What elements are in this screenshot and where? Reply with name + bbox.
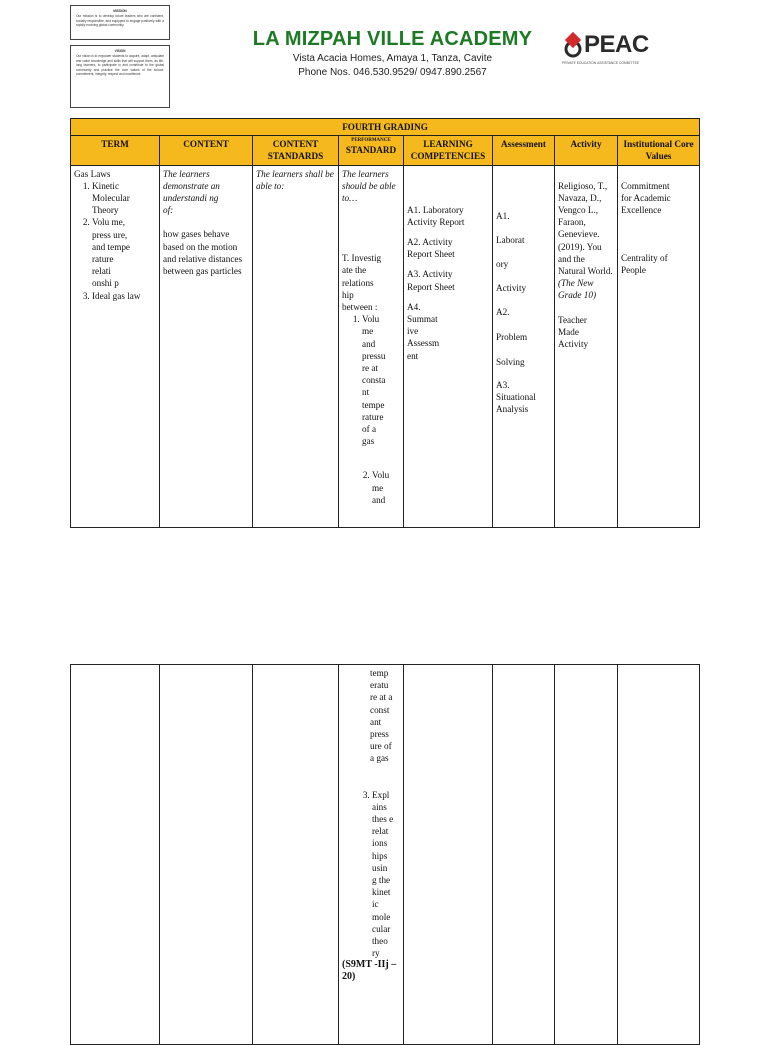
competencies-cell xyxy=(404,165,493,527)
competency-item: A2. Activity Report Sheet xyxy=(407,237,455,260)
competency-item: A3. Activity Report Sheet xyxy=(407,269,455,292)
term-item: 2. Volu me, press ure, and tempe rature relati onshi p xyxy=(92,216,130,289)
term-title: Gas Laws xyxy=(74,168,111,179)
content-standards-cell xyxy=(253,665,339,1045)
content-body: how gases behave based on the motion and relative distances between gas particles xyxy=(163,229,243,277)
vision-text: Our vision is to empower students to acquire, adapt, articulate and value knowledge and skills that will support them, as life-long learners, to participate in and contribute to the global community and practice the core values of the school: commitment, integrity, respect and excellence. xyxy=(76,54,164,77)
header-competencies: LEARNING COMPETENCIES xyxy=(404,136,493,165)
header-performance-small: PERFORMANCE xyxy=(351,138,391,144)
assessment-cell xyxy=(493,665,555,1045)
peac-logo xyxy=(562,30,662,70)
activity-cell xyxy=(555,665,618,1045)
assessment-item: A1. Laborat ory Activity xyxy=(496,210,527,293)
performance-lead: T. Investig ate the relations hip between : xyxy=(342,253,382,313)
content-cell xyxy=(160,165,253,527)
performance-list-item3 xyxy=(342,789,400,960)
grading-title: FOURTH GRADING xyxy=(71,119,700,136)
performance-item-continued: temp eratu re at a const ant press ure of a gas xyxy=(370,668,393,764)
performance-item: 2. Volu me and xyxy=(372,469,394,506)
school-phone: Phone Nos. 046.530.9529/ 0947.890.2567 xyxy=(298,67,487,78)
core-value-item: Centrality of People xyxy=(621,253,668,276)
content-standards-cell xyxy=(253,165,339,527)
header-performance-standard xyxy=(339,136,404,165)
core-value-item: Commitment for Academic Excellence xyxy=(621,180,671,216)
mission-text: Our mission is to develop future leaders who are confident, socially responsible, and equipped to engage positively with a rapidly evolving global community. xyxy=(76,14,164,28)
term-item: 1. Kinetic Molecular Theory xyxy=(92,180,156,217)
competency-code: (S9MT -IIj – 20) xyxy=(342,959,397,983)
content-cell xyxy=(160,665,253,1045)
performance-item: 3. Expl ains thes e relat ions hips usin g the kinet ic mole cular theo ry xyxy=(372,789,394,960)
school-address: Vista Acacia Homes, Amaya 1, Tanza, Cavite xyxy=(292,53,493,64)
performance-list-continued xyxy=(342,469,400,506)
term-list xyxy=(74,180,156,302)
school-name: LA MIZPAH VILLE ACADEMY xyxy=(252,28,533,50)
competencies-cell xyxy=(404,665,493,1045)
header-term: TERM xyxy=(71,136,160,165)
table-row xyxy=(71,165,700,527)
activity-cell xyxy=(555,165,618,527)
mission-box xyxy=(70,5,170,40)
header-activity: Activity xyxy=(555,136,618,165)
header-content-standards: CONTENT STANDARDS xyxy=(253,136,339,165)
performance-cell xyxy=(339,665,404,1045)
term-cell xyxy=(71,665,160,1045)
curriculum-table-part1 xyxy=(70,118,700,528)
performance-intro: The learners should be able to… xyxy=(342,168,396,204)
competency-item: A4. Summat ive Assessm ent xyxy=(407,301,440,361)
header-row xyxy=(71,136,700,165)
core-values-cell xyxy=(618,665,700,1045)
vision-title: VISION xyxy=(114,49,126,53)
grading-row xyxy=(71,119,700,136)
core-values-cell xyxy=(618,165,700,527)
term-cell xyxy=(71,165,160,527)
header-content: CONTENT xyxy=(160,136,253,165)
performance-item: 1. Volu me and pressu re at consta nt tempe rature of a gas xyxy=(362,313,386,447)
activity-reference-book: (The New Grade 10) xyxy=(558,278,597,301)
table-row xyxy=(71,665,700,1045)
content-intro: The learners demonstrate an understandi ng of: xyxy=(163,168,220,216)
performance-list xyxy=(342,313,400,447)
peac-logo-subtitle: PRIVATE EDUCATION ASSISTANCE COMMITTEE xyxy=(562,61,640,65)
content-standards-text: The learners shall be able to: xyxy=(256,168,334,191)
activity-reference: Religioso, T., Navaza, D., Vengco L., Faraon, Genevieve. (2019). You and the Natural World. xyxy=(558,180,613,277)
header-assessment: Assessment xyxy=(493,136,555,165)
assessment-cell xyxy=(493,165,555,527)
peac-logo-icon xyxy=(562,30,584,60)
assessment-item: A3. Situational Analysis xyxy=(496,379,536,415)
term-item: 3. Ideal gas law xyxy=(92,290,156,302)
assessment-item: A2. Problem Solving xyxy=(496,306,528,367)
vision-box xyxy=(70,45,170,108)
header-performance-label: STANDARD xyxy=(345,145,397,156)
mission-title: MISSION xyxy=(113,9,127,13)
activity-teacher: Teacher Made Activity xyxy=(558,314,589,350)
competency-item: A1. Laboratory Activity Report xyxy=(407,204,465,227)
performance-cell xyxy=(339,165,404,527)
peac-logo-text: PEAC xyxy=(584,31,649,58)
header-core-values: Institutional Core Values xyxy=(618,136,700,165)
curriculum-table-part2 xyxy=(70,664,700,1045)
